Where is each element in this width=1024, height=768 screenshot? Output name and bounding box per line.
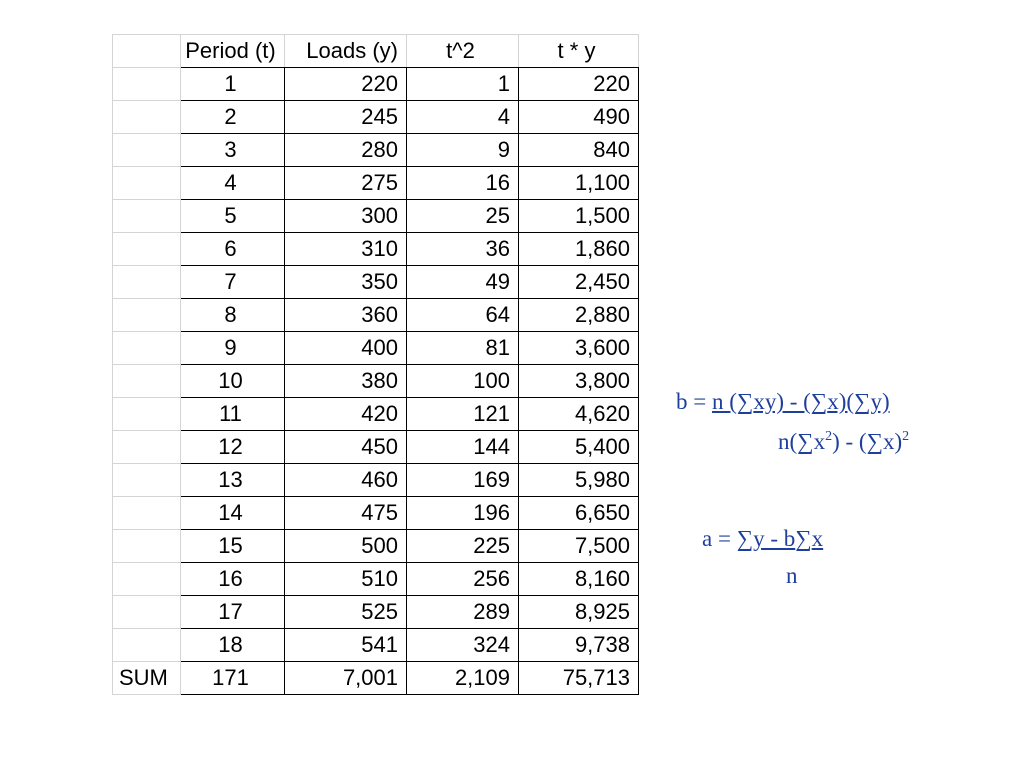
cell-t-squared[interactable]: 49	[407, 266, 519, 299]
table-header-row	[113, 35, 639, 68]
cell-period[interactable]: 1	[181, 68, 285, 101]
cell-t-squared[interactable]: 2,109	[407, 662, 519, 695]
cell-t-times-y[interactable]: 490	[519, 101, 639, 134]
cell-t-times-y[interactable]: 1,860	[519, 233, 639, 266]
cell-t-squared[interactable]: 100	[407, 365, 519, 398]
cell-period[interactable]: 13	[181, 464, 285, 497]
table-row	[113, 167, 639, 200]
cell-t-times-y[interactable]: 2,450	[519, 266, 639, 299]
formula-b-lhs: b =	[676, 389, 712, 414]
table-row	[113, 266, 639, 299]
cell-period[interactable]: 10	[181, 365, 285, 398]
formula-b-num-part: xy) - (	[753, 389, 811, 414]
formula-b-num-part: x)(	[827, 389, 855, 414]
table-row	[113, 497, 639, 530]
cell-loads[interactable]: 400	[285, 332, 407, 365]
formula-a-num-part: x	[811, 526, 824, 551]
table-row	[113, 398, 639, 431]
cell-loads[interactable]: 475	[285, 497, 407, 530]
row-label-cell[interactable]	[113, 365, 181, 398]
cell-t-times-y[interactable]: 5,400	[519, 431, 639, 464]
regression-table	[112, 34, 639, 695]
formula-b-denominator	[778, 429, 909, 455]
row-label-cell[interactable]	[113, 200, 181, 233]
cell-loads[interactable]: 7,001	[285, 662, 407, 695]
cell-loads[interactable]: 280	[285, 134, 407, 167]
sigma-symbol: ∑	[736, 389, 754, 414]
formula-a-lhs: a =	[702, 526, 737, 551]
cell-period[interactable]: 12	[181, 431, 285, 464]
cell-loads[interactable]: 420	[285, 398, 407, 431]
row-label-cell[interactable]	[113, 398, 181, 431]
row-label-cell[interactable]	[113, 299, 181, 332]
cell-loads[interactable]: 541	[285, 629, 407, 662]
row-label-cell[interactable]	[113, 431, 181, 464]
cell-t-times-y[interactable]: 75,713	[519, 662, 639, 695]
row-label-cell[interactable]	[113, 68, 181, 101]
cell-t-times-y[interactable]: 3,800	[519, 365, 639, 398]
formula-b-den-part: x)	[882, 429, 903, 454]
cell-period[interactable]: 11	[181, 398, 285, 431]
exponent: 2	[825, 429, 833, 444]
table-row	[113, 233, 639, 266]
cell-t-squared[interactable]: 64	[407, 299, 519, 332]
table-row	[113, 68, 639, 101]
formula-a-numerator	[737, 526, 823, 551]
cell-loads[interactable]: 275	[285, 167, 407, 200]
exponent: 2	[902, 429, 910, 444]
cell-period[interactable]: 4	[181, 167, 285, 200]
table-row	[113, 134, 639, 167]
cell-loads[interactable]: 360	[285, 299, 407, 332]
cell-t-times-y[interactable]: 9,738	[519, 629, 639, 662]
cell-t-squared[interactable]: 9	[407, 134, 519, 167]
cell-t-squared[interactable]: 169	[407, 464, 519, 497]
cell-t-squared[interactable]: 289	[407, 596, 519, 629]
cell-loads[interactable]: 350	[285, 266, 407, 299]
cell-period[interactable]: 8	[181, 299, 285, 332]
row-label-cell[interactable]	[113, 266, 181, 299]
cell-t-squared[interactable]: 25	[407, 200, 519, 233]
row-label-cell[interactable]: SUM	[113, 662, 181, 695]
cell-t-squared[interactable]: 4	[407, 101, 519, 134]
row-label-cell[interactable]	[113, 332, 181, 365]
sigma-symbol: ∑	[866, 429, 883, 454]
cell-t-squared[interactable]: 324	[407, 629, 519, 662]
cell-loads[interactable]: 525	[285, 596, 407, 629]
sigma-symbol: ∑	[795, 526, 812, 551]
formula-a-num-part: y - b	[753, 526, 796, 551]
formula-b-den-part: ) - (	[832, 429, 867, 454]
cell-t-times-y[interactable]: 8,160	[519, 563, 639, 596]
cell-t-squared[interactable]: 1	[407, 68, 519, 101]
row-label-cell[interactable]	[113, 167, 181, 200]
cell-t-times-y[interactable]: 5,980	[519, 464, 639, 497]
cell-loads[interactable]: 460	[285, 464, 407, 497]
table-row	[113, 200, 639, 233]
row-label-cell[interactable]	[113, 530, 181, 563]
row-label-cell[interactable]	[113, 464, 181, 497]
table-row	[113, 365, 639, 398]
header-period[interactable]: Period (t)	[181, 35, 285, 68]
cell-loads[interactable]: 510	[285, 563, 407, 596]
row-label-cell[interactable]	[113, 629, 181, 662]
cell-loads[interactable]: 500	[285, 530, 407, 563]
cell-t-squared[interactable]: 144	[407, 431, 519, 464]
cell-period[interactable]: 2	[181, 101, 285, 134]
cell-t-times-y[interactable]: 7,500	[519, 530, 639, 563]
formula-b-den-part: n(	[778, 429, 798, 454]
cell-period[interactable]: 171	[181, 662, 285, 695]
formula-b-numerator	[712, 389, 890, 414]
cell-period[interactable]: 9	[181, 332, 285, 365]
cell-loads[interactable]: 245	[285, 101, 407, 134]
sigma-symbol: ∑	[810, 389, 828, 414]
cell-period[interactable]: 18	[181, 629, 285, 662]
cell-t-squared[interactable]: 196	[407, 497, 519, 530]
cell-loads[interactable]: 310	[285, 233, 407, 266]
row-label-cell[interactable]	[113, 596, 181, 629]
cell-t-squared[interactable]: 121	[407, 398, 519, 431]
formula-b-num-part: n (	[711, 389, 737, 414]
cell-loads[interactable]: 380	[285, 365, 407, 398]
cell-t-times-y[interactable]: 2,880	[519, 299, 639, 332]
cell-period[interactable]: 7	[181, 266, 285, 299]
cell-t-squared[interactable]: 225	[407, 530, 519, 563]
row-label-cell[interactable]	[113, 101, 181, 134]
cell-t-times-y[interactable]: 840	[519, 134, 639, 167]
cell-loads[interactable]: 220	[285, 68, 407, 101]
cell-period[interactable]: 16	[181, 563, 285, 596]
table-row	[113, 629, 639, 662]
cell-period[interactable]: 15	[181, 530, 285, 563]
cell-t-times-y[interactable]: 8,925	[519, 596, 639, 629]
cell-t-squared[interactable]: 256	[407, 563, 519, 596]
table-row	[113, 464, 639, 497]
formula-a	[702, 526, 823, 552]
row-label-cell[interactable]	[113, 497, 181, 530]
table-row	[113, 431, 639, 464]
cell-loads[interactable]: 450	[285, 431, 407, 464]
cell-period[interactable]: 6	[181, 233, 285, 266]
table-row	[113, 596, 639, 629]
header-t-squared[interactable]: t^2	[407, 35, 519, 68]
header-loads[interactable]: Loads (y)	[285, 35, 407, 68]
cell-t-squared[interactable]: 81	[407, 332, 519, 365]
formula-b-num-part: y)	[870, 389, 890, 414]
cell-t-times-y[interactable]: 4,620	[519, 398, 639, 431]
cell-t-times-y[interactable]: 3,600	[519, 332, 639, 365]
formula-b-den-part: x	[813, 429, 826, 454]
cell-t-times-y[interactable]: 1,500	[519, 200, 639, 233]
cell-period[interactable]: 14	[181, 497, 285, 530]
cell-period[interactable]: 5	[181, 200, 285, 233]
cell-t-times-y[interactable]: 1,100	[519, 167, 639, 200]
row-label-cell[interactable]	[113, 134, 181, 167]
cell-period[interactable]: 3	[181, 134, 285, 167]
cell-loads[interactable]: 300	[285, 200, 407, 233]
row-label-cell[interactable]	[113, 233, 181, 266]
cell-period[interactable]: 17	[181, 596, 285, 629]
sigma-symbol: ∑	[736, 526, 754, 551]
formula-b	[676, 389, 890, 415]
cell-t-squared[interactable]: 36	[407, 233, 519, 266]
header-t-times-y[interactable]: t * y	[519, 35, 639, 68]
header-label-cell[interactable]	[113, 35, 181, 68]
table-row	[113, 101, 639, 134]
table-row	[113, 299, 639, 332]
sigma-symbol: ∑	[797, 429, 814, 454]
table-row	[113, 563, 639, 596]
table-row	[113, 332, 639, 365]
table-row	[113, 530, 639, 563]
formula-a-denominator: n	[786, 563, 798, 588]
cell-t-times-y[interactable]: 220	[519, 68, 639, 101]
sum-row	[113, 662, 639, 695]
cell-t-times-y[interactable]: 6,650	[519, 497, 639, 530]
sigma-symbol: ∑	[854, 389, 871, 414]
cell-t-squared[interactable]: 16	[407, 167, 519, 200]
row-label-cell[interactable]	[113, 563, 181, 596]
